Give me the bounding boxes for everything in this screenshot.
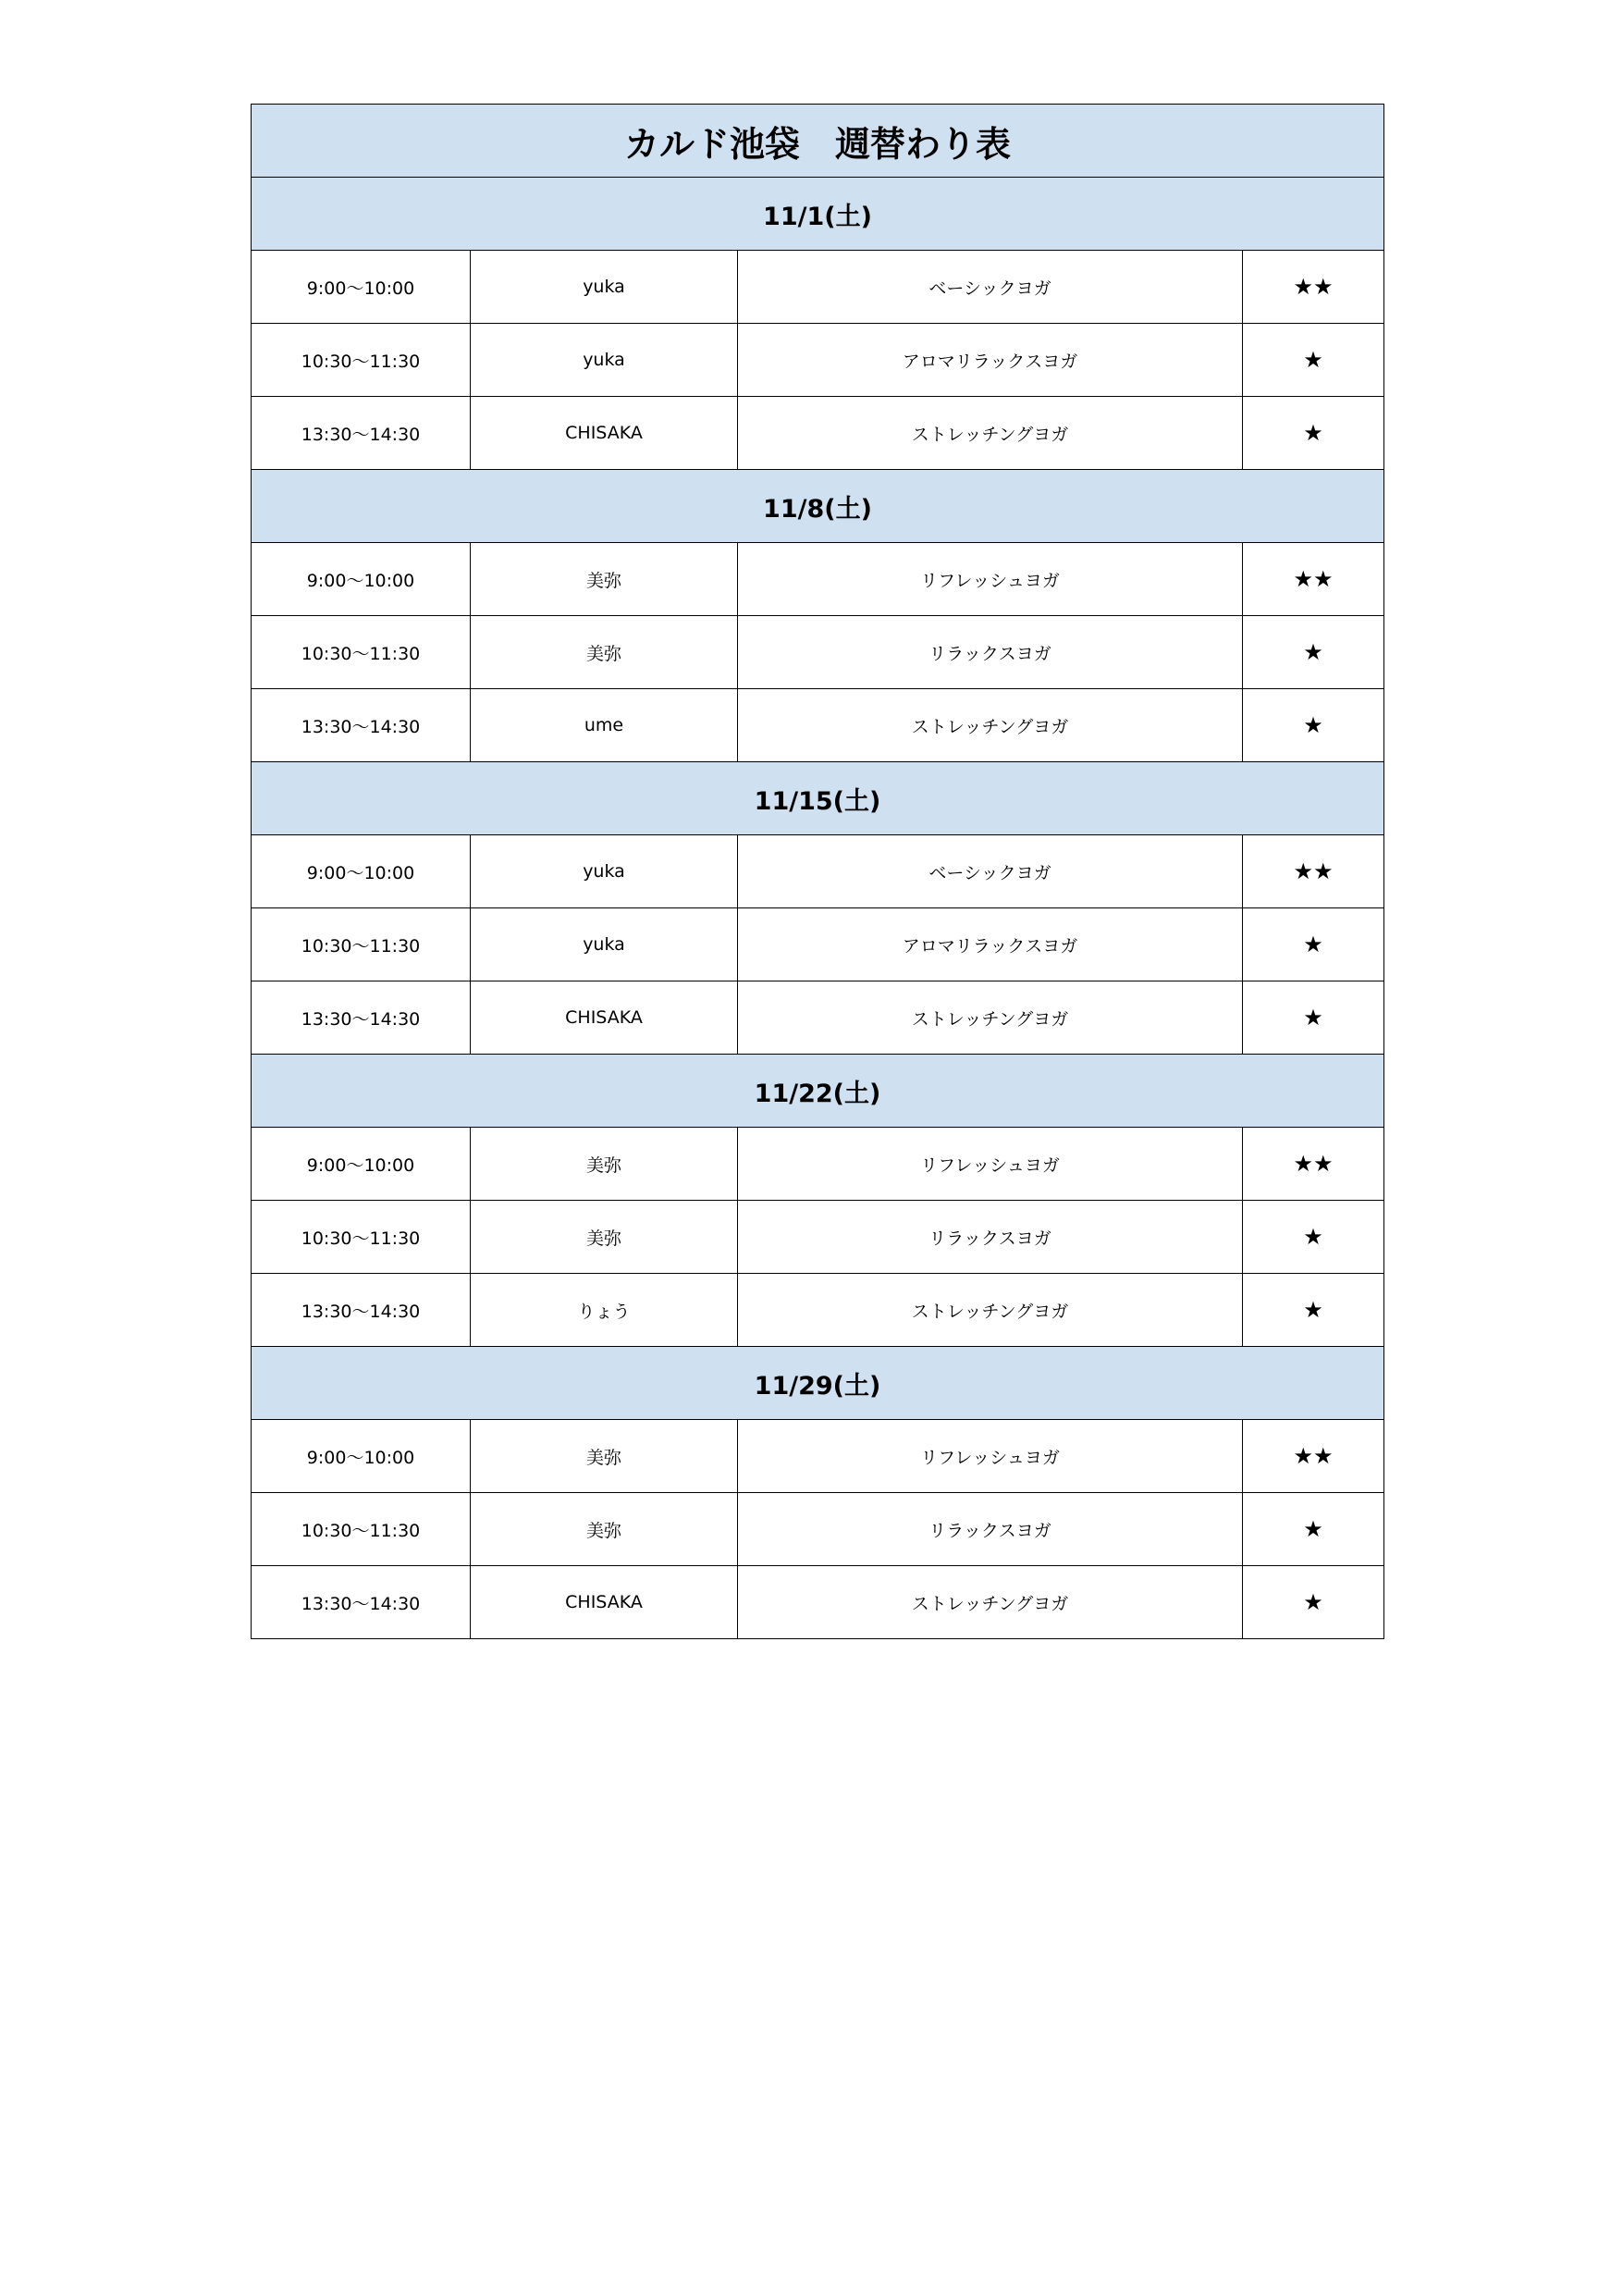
session-class: リラックスヨガ	[738, 1493, 1243, 1566]
session-row	[252, 981, 1384, 1055]
session-level: ★★	[1243, 543, 1384, 616]
session-level: ★	[1243, 324, 1384, 397]
session-level: ★	[1243, 616, 1384, 689]
session-row	[252, 616, 1384, 689]
session-level: ★	[1243, 397, 1384, 470]
session-class: リフレッシュヨガ	[738, 1420, 1243, 1493]
session-time: 9:00〜10:00	[252, 1128, 471, 1201]
session-row	[252, 543, 1384, 616]
day-header-row	[252, 1055, 1384, 1128]
session-time: 9:00〜10:00	[252, 543, 471, 616]
session-instructor: CHISAKA	[471, 397, 738, 470]
session-row	[252, 324, 1384, 397]
day-header-row	[252, 470, 1384, 543]
session-instructor: りょう	[471, 1274, 738, 1347]
session-row	[252, 1128, 1384, 1201]
session-class: ストレッチングヨガ	[738, 981, 1243, 1055]
session-level: ★★	[1243, 1128, 1384, 1201]
session-row	[252, 1493, 1384, 1566]
session-level: ★	[1243, 689, 1384, 762]
day-header: 11/29(土)	[252, 1347, 1384, 1420]
session-level: ★	[1243, 1201, 1384, 1274]
session-time: 10:30〜11:30	[252, 908, 471, 981]
day-header: 11/22(土)	[252, 1055, 1384, 1128]
session-time: 13:30〜14:30	[252, 981, 471, 1055]
session-instructor: yuka	[471, 908, 738, 981]
session-instructor: yuka	[471, 835, 738, 908]
session-instructor: 美弥	[471, 1493, 738, 1566]
session-instructor: yuka	[471, 324, 738, 397]
session-row	[252, 1566, 1384, 1639]
session-time: 9:00〜10:00	[252, 251, 471, 324]
session-class: リフレッシュヨガ	[738, 1128, 1243, 1201]
session-class: リフレッシュヨガ	[738, 543, 1243, 616]
day-header: 11/8(土)	[252, 470, 1384, 543]
session-level: ★	[1243, 908, 1384, 981]
day-header-row	[252, 178, 1384, 251]
session-instructor: 美弥	[471, 1420, 738, 1493]
session-row	[252, 251, 1384, 324]
session-time: 13:30〜14:30	[252, 1566, 471, 1639]
session-row	[252, 1274, 1384, 1347]
session-row	[252, 908, 1384, 981]
session-instructor: 美弥	[471, 1201, 738, 1274]
title-row	[252, 105, 1384, 178]
session-time: 9:00〜10:00	[252, 1420, 471, 1493]
session-instructor: CHISAKA	[471, 1566, 738, 1639]
session-level: ★★	[1243, 251, 1384, 324]
session-time: 13:30〜14:30	[252, 1274, 471, 1347]
session-class: ストレッチングヨガ	[738, 689, 1243, 762]
session-instructor: 美弥	[471, 616, 738, 689]
schedule-body	[252, 105, 1384, 1639]
session-time: 13:30〜14:30	[252, 689, 471, 762]
day-header-row	[252, 1347, 1384, 1420]
session-class: ストレッチングヨガ	[738, 397, 1243, 470]
session-time: 13:30〜14:30	[252, 397, 471, 470]
session-class: ベーシックヨガ	[738, 251, 1243, 324]
session-level: ★	[1243, 1566, 1384, 1639]
session-level: ★★	[1243, 835, 1384, 908]
session-instructor: ume	[471, 689, 738, 762]
session-instructor: yuka	[471, 251, 738, 324]
session-instructor: 美弥	[471, 1128, 738, 1201]
page-title: カルド池袋 週替わり表	[252, 105, 1384, 178]
day-header-row	[252, 762, 1384, 835]
session-row	[252, 397, 1384, 470]
session-row	[252, 689, 1384, 762]
schedule-table	[251, 104, 1384, 1639]
session-level: ★★	[1243, 1420, 1384, 1493]
session-time: 10:30〜11:30	[252, 616, 471, 689]
session-level: ★	[1243, 1274, 1384, 1347]
session-instructor: CHISAKA	[471, 981, 738, 1055]
session-row	[252, 1201, 1384, 1274]
session-class: リラックスヨガ	[738, 616, 1243, 689]
session-class: ストレッチングヨガ	[738, 1274, 1243, 1347]
session-row	[252, 835, 1384, 908]
session-time: 9:00〜10:00	[252, 835, 471, 908]
session-class: ベーシックヨガ	[738, 835, 1243, 908]
session-time: 10:30〜11:30	[252, 1493, 471, 1566]
session-row	[252, 1420, 1384, 1493]
session-class: ストレッチングヨガ	[738, 1566, 1243, 1639]
session-class: アロマリラックスヨガ	[738, 324, 1243, 397]
session-class: アロマリラックスヨガ	[738, 908, 1243, 981]
day-header: 11/1(土)	[252, 178, 1384, 251]
day-header: 11/15(土)	[252, 762, 1384, 835]
session-time: 10:30〜11:30	[252, 1201, 471, 1274]
session-instructor: 美弥	[471, 543, 738, 616]
session-level: ★	[1243, 981, 1384, 1055]
session-time: 10:30〜11:30	[252, 324, 471, 397]
session-level: ★	[1243, 1493, 1384, 1566]
session-class: リラックスヨガ	[738, 1201, 1243, 1274]
